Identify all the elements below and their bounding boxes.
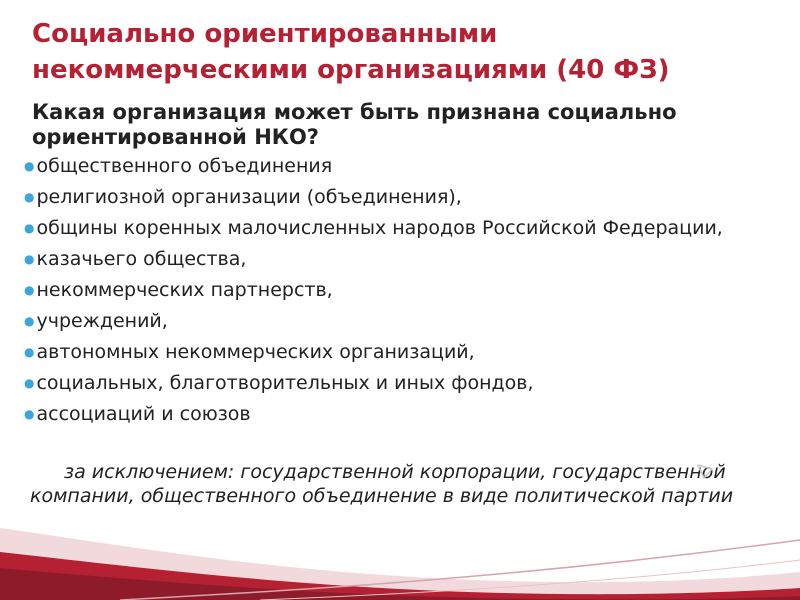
- bullet-icon: ●: [24, 159, 35, 173]
- list-item-text: некоммерческих партнерств,: [36, 279, 333, 301]
- list-item-text: религиозной организации (объединения),: [36, 186, 462, 208]
- list-item: [24, 308, 784, 335]
- title-line-2: некоммерческими организациями (40 ФЗ): [32, 55, 670, 85]
- list-item-text: казачьего общества,: [36, 248, 247, 270]
- bullet-icon: ●: [24, 283, 35, 297]
- question-heading: Какая организация может быть признана социально ориентированной НКО?: [32, 100, 677, 149]
- list-item-text: общины коренных малочисленных народов Российской Федерации,: [36, 217, 723, 239]
- list-item: [24, 246, 784, 273]
- list-item: [24, 215, 784, 242]
- list-item: [24, 153, 784, 180]
- list-item: [24, 184, 784, 211]
- list-item: [24, 277, 784, 304]
- list-item-text: общественного объединения: [36, 155, 333, 177]
- bullet-icon: ●: [24, 407, 35, 421]
- bullet-icon: ●: [24, 314, 35, 328]
- bullet-icon: ●: [24, 345, 35, 359]
- title-line-1: Социально ориентированными: [32, 19, 498, 49]
- list-item: [24, 401, 784, 428]
- list-item-text: социальных, благотворительных и иных фондов,: [36, 372, 534, 394]
- list-item-text: автономных некоммерческих организаций,: [36, 341, 475, 363]
- bullet-icon: ●: [24, 376, 35, 390]
- play-icon[interactable]: [695, 461, 715, 481]
- slide-title: [32, 16, 772, 88]
- bullet-icon: ●: [24, 221, 35, 235]
- list-item-text: ассоциаций и союзов: [36, 403, 251, 425]
- list-item: [24, 339, 784, 366]
- organization-list: [24, 153, 784, 428]
- exception-note: за исключением: государственной корпорации, государственной компании, общественного объединение в виде политической партии: [30, 461, 734, 507]
- bullet-icon: ●: [24, 252, 35, 266]
- list-item: [24, 370, 784, 397]
- bullet-icon: ●: [24, 190, 35, 204]
- list-item-text: учреждений,: [36, 310, 168, 332]
